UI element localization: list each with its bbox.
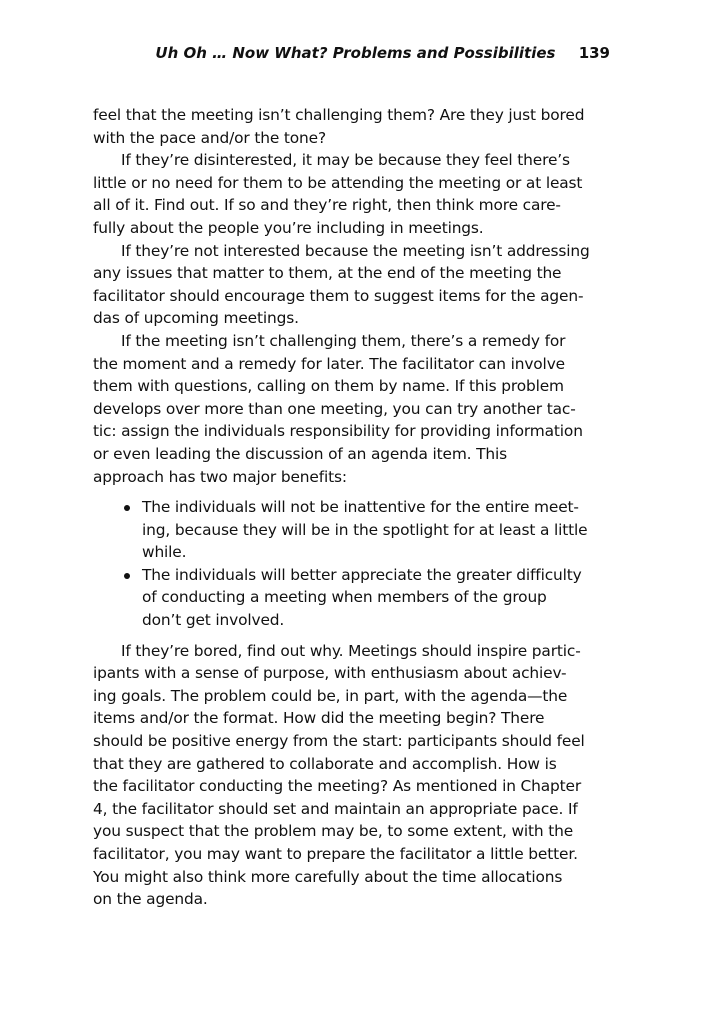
text-line: any issues that matter to them, at the end of the meeting the [93, 264, 562, 283]
text-line: of conducting a meeting when members of the group [142, 588, 547, 607]
text-line: ing, because they will be in the spotlight for at least a little [142, 520, 588, 539]
running-title: Uh Oh … Now What? Problems and Possibilities [155, 44, 556, 62]
text-line: with the pace and/or the tone? [93, 128, 326, 147]
text-line: fully about the people you’re including in meetings. [93, 218, 484, 237]
text-line: you suspect that the problem may be, to some extent, with the [93, 822, 574, 841]
text-line: tic: assign the individuals responsibility for providing information [93, 422, 583, 441]
bullet-icon [124, 573, 130, 579]
text-line: them with questions, calling on them by name. If this problem [93, 377, 564, 396]
book-page [93, 42, 613, 911]
text-line: that they are gathered to collaborate and accomplish. How is [93, 754, 557, 773]
text-line: 4, the facilitator should set and maintain an appropriate pace. If [93, 799, 578, 818]
text-line: the facilitator conducting the meeting? As mentioned in Chapter [93, 777, 582, 796]
text-line: The individuals will not be inattentive for the entire meet- [142, 498, 579, 517]
text-line: ing goals. The problem could be, in part, with the agenda—the [93, 686, 568, 705]
paragraph-bored [93, 640, 613, 911]
text-line: on the agenda. [93, 890, 208, 909]
running-head [93, 42, 613, 64]
text-line: The individuals will better appreciate the greater difficulty [142, 565, 582, 584]
text-line: don’t get involved. [142, 611, 285, 630]
text-line: the moment and a remedy for later. The facilitator can involve [93, 354, 565, 373]
text-line: while. [142, 543, 187, 562]
body-text [93, 104, 613, 911]
paragraph-not-challenging [93, 330, 613, 488]
text-line: should be positive energy from the start: participants should feel [93, 732, 585, 751]
text-line: approach has two major benefits: [93, 467, 347, 486]
text-line: facilitator, you may want to prepare the facilitator a little better. [93, 845, 578, 863]
bullet-icon [124, 505, 130, 511]
text-line: facilitator should encourage them to suggest items for the agen- [93, 286, 584, 305]
text-line: If they’re not interested because the meeting isn’t addressing [121, 241, 590, 260]
text-line: das of upcoming meetings. [93, 309, 299, 328]
benefits-list [93, 496, 613, 632]
paragraph-disinterested [93, 149, 613, 239]
text-line: or even leading the discussion of an agenda item. This [93, 444, 508, 463]
paragraph-continued [93, 104, 613, 149]
list-item [120, 564, 613, 632]
text-line: If they’re bored, find out why. Meetings should inspire partic- [121, 641, 581, 660]
text-line: You might also think more carefully about the time allocations [93, 867, 563, 886]
paragraph-not-interested [93, 240, 613, 330]
text-line: items and/or the format. How did the meeting begin? There [93, 709, 545, 728]
text-line: feel that the meeting isn’t challenging them? Are they just bored [93, 106, 585, 124]
text-line: If the meeting isn’t challenging them, there’s a remedy for [121, 331, 566, 350]
text-line: develops over more than one meeting, you can try another tac- [93, 399, 576, 418]
list-item [120, 496, 613, 564]
text-line: ipants with a sense of purpose, with enthusiasm about achiev- [93, 664, 567, 683]
text-line: little or no need for them to be attending the meeting or at least [93, 173, 583, 192]
text-line: all of it. Find out. If so and they’re right, then think more care- [93, 196, 561, 215]
text-line: If they’re disinterested, it may be because they feel there’s [121, 151, 570, 170]
page-number: 139 [578, 44, 610, 62]
